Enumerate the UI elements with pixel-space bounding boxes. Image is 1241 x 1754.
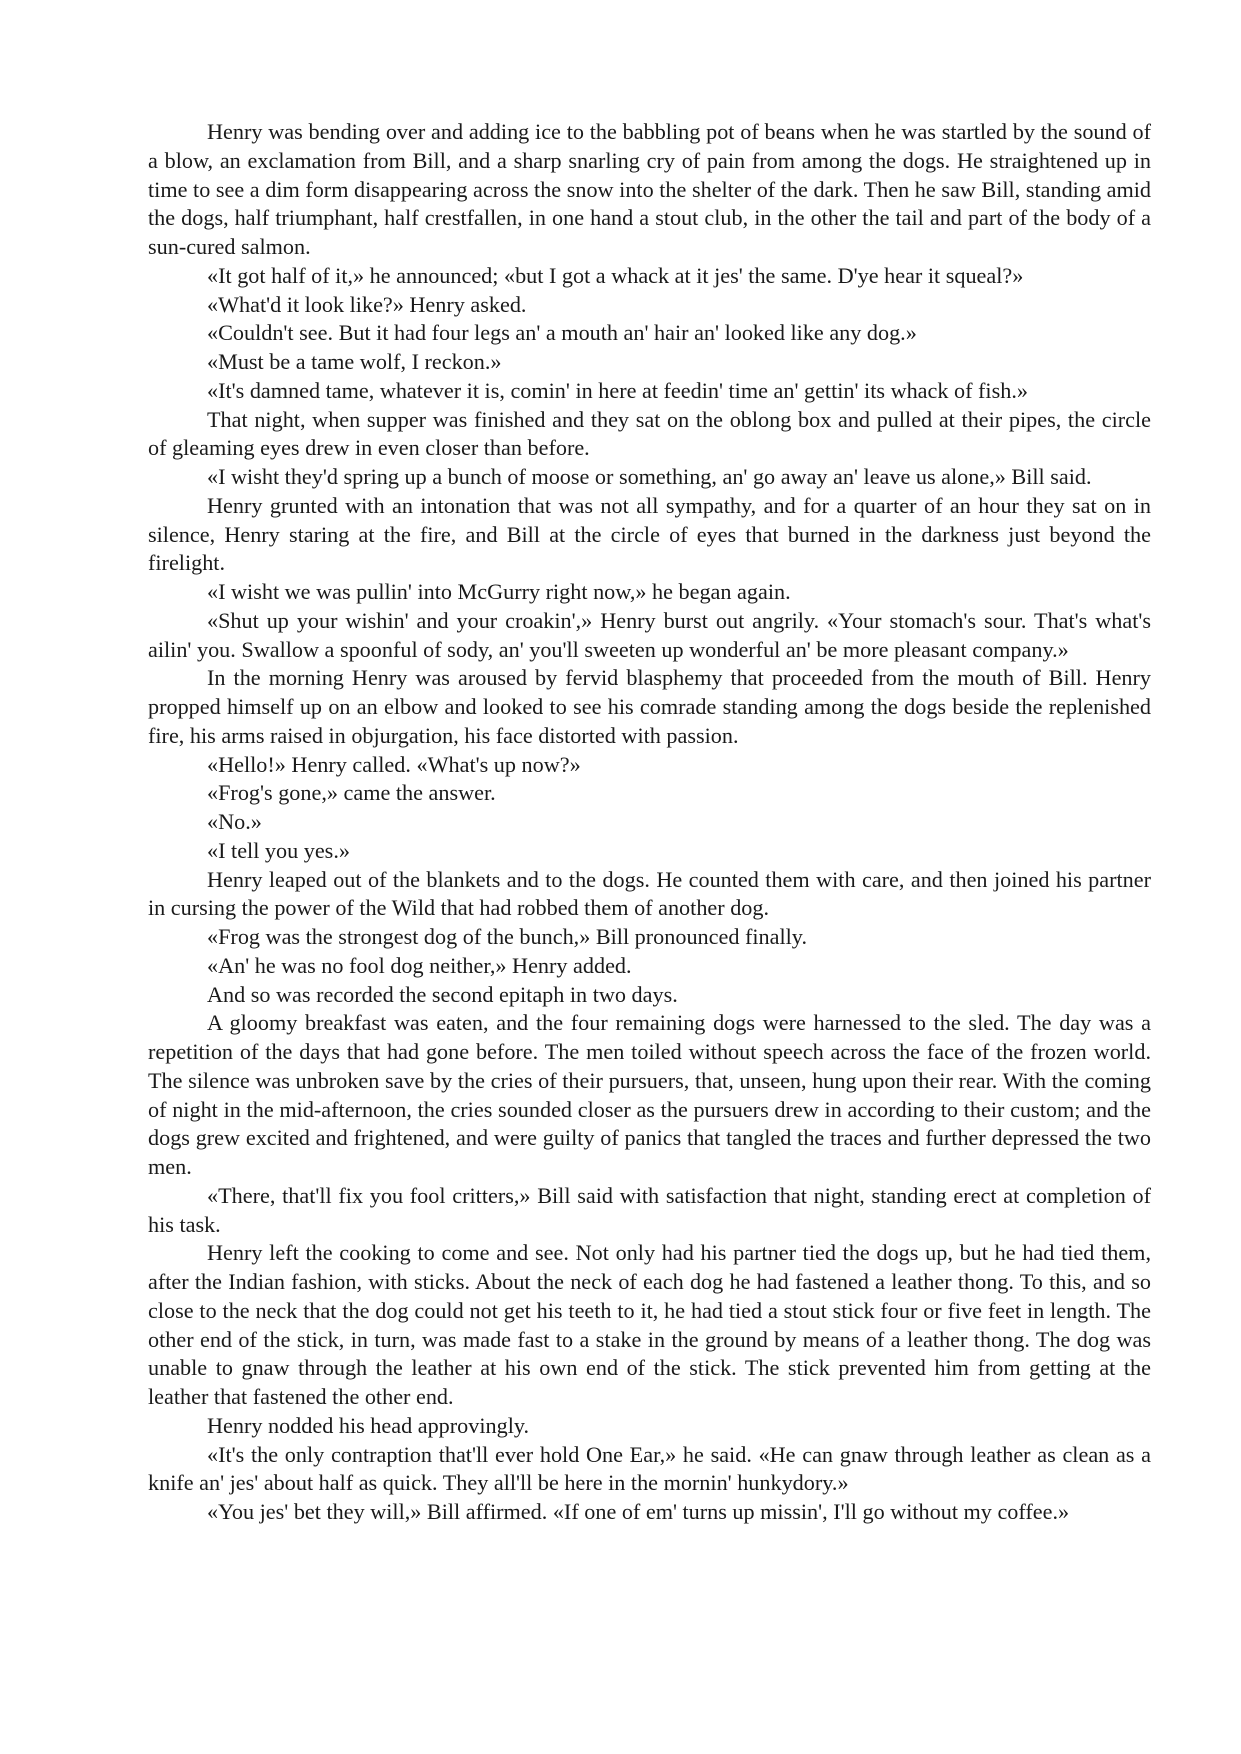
paragraph: «Shut up your wishin' and your croakin',» Henry burst out angrily. «Your stomach's sour. That's what's ailin' you. Swallow a spoonful of sody, an' you'll sweeten up wonderful an' be more pleasant company.» [148,607,1151,662]
paragraph: «I wisht we was pullin' into McGurry right now,» he began again. [207,579,791,604]
paragraph: «It got half of it,» he announced; «but I got a whack at it jes' the same. D'ye hear it squeal?» [207,262,1024,288]
paragraph: «I wisht they'd spring up a bunch of moose or something, an' go away an' leave us alone,» Bill said. [207,464,1092,489]
document-page [148,118,1151,1527]
paragraph: «What'd it look like?» Henry asked. [207,291,527,317]
paragraph: That night, when supper was finished and they sat on the oblong box and pulled at their pipes, the circle of gleaming eyes drew in even closer than before. [148,406,1151,461]
paragraph: Henry was bending over and adding ice to the babbling pot of beans when he was startled by the sound of a blow, an exclamation from Bill, and a sharp snarling cry of pain from among the dogs. He straightened up in time to see a dim form disappearing across the snow into the shelter of the dark. Then he saw Bill, standing amid the dogs, half triumphant, half crestfallen, in one hand a stout club, in the other the tail and part of the body of a sun-cured salmon. [148,119,1151,259]
paragraph: «No.» [207,809,262,834]
paragraph: «It's the only contraption that'll ever hold One Ear,» he said. «He can gnaw through leather as clean as a knife an' jes' about half as quick. They all'll be here in the mornin' hunkydory.» [148,1441,1151,1496]
paragraph: Henry nodded his head approvingly. [207,1412,530,1438]
paragraph: «You jes' bet they will,» Bill affirmed. «If one of em' turns up missin', I'll go without my coffee.» [207,1499,1070,1524]
paragraph: Henry left the cooking to come and see. Not only had his partner tied the dogs up, but he had tied them, after the Indian fashion, with sticks. About the neck of each dog he had fastened a leather thong. To this, and so close to the neck that the dog could not get his teeth to it, he had tied a stout stick four or five feet in length. The other end of the stick, in turn, was made fast to a stake in the ground by means of a leather thong. The dog was unable to gnaw through the leather at his own end of the stick. The stick prevented him from getting at the leather that fastened the other end. [148,1240,1151,1409]
paragraph: Henry leaped out of the blankets and to the dogs. He counted them with care, and then joined his partner in cursing the power of the Wild that had robbed them of another dog. [148,866,1151,921]
paragraph: A gloomy breakfast was eaten, and the four remaining dogs were harnessed to the sled. The day was a repetition of the days that had gone before. The men toiled without speech across the face of the frozen world. The silence was unbroken save by the cries of their pursuers, that, unseen, hung upon their rear. With the coming of night in the mid-afternoon, the cries sounded closer as the pursuers drew in according to their custom; and the dogs grew excited and frightened, and were guilty of panics that tangled the traces and further depressed the two men. [148,1010,1151,1179]
paragraph: «It's damned tame, whatever it is, comin' in here at feedin' time an' gettin' its whack of fish.» [207,377,1028,403]
paragraph: Henry grunted with an intonation that was not all sympathy, and for a quarter of an hour they sat on in silence, Henry staring at the fire, and Bill at the circle of eyes that burned in the darkness just beyond the firelight. [148,492,1151,576]
paragraph: «Hello!» Henry called. «What's up now?» [207,751,581,777]
paragraph: «Frog was the strongest dog of the bunch,» Bill pronounced finally. [207,924,807,949]
paragraph: In the morning Henry was aroused by fervid blasphemy that proceeded from the mouth of Bill. Henry propped himself up on an elbow and looked to see his comrade standing among the dogs beside the replenished fire, his arms raised in objurgation, his face distorted with passion. [148,665,1151,748]
paragraph: «Must be a tame wolf, I reckon.» [207,349,502,374]
paragraph: «There, that'll fix you fool critters,» Bill said with satisfaction that night, standing erect at completion of his task. [148,1182,1151,1237]
paragraph: «I tell you yes.» [207,837,350,863]
paragraph: And so was recorded the second epitaph in two days. [207,981,678,1007]
paragraph: «Frog's gone,» came the answer. [207,780,496,806]
paragraph: «Couldn't see. But it had four legs an' a mouth an' hair an' looked like any dog.» [207,320,917,346]
paragraph: «An' he was no fool dog neither,» Henry added. [207,952,632,978]
